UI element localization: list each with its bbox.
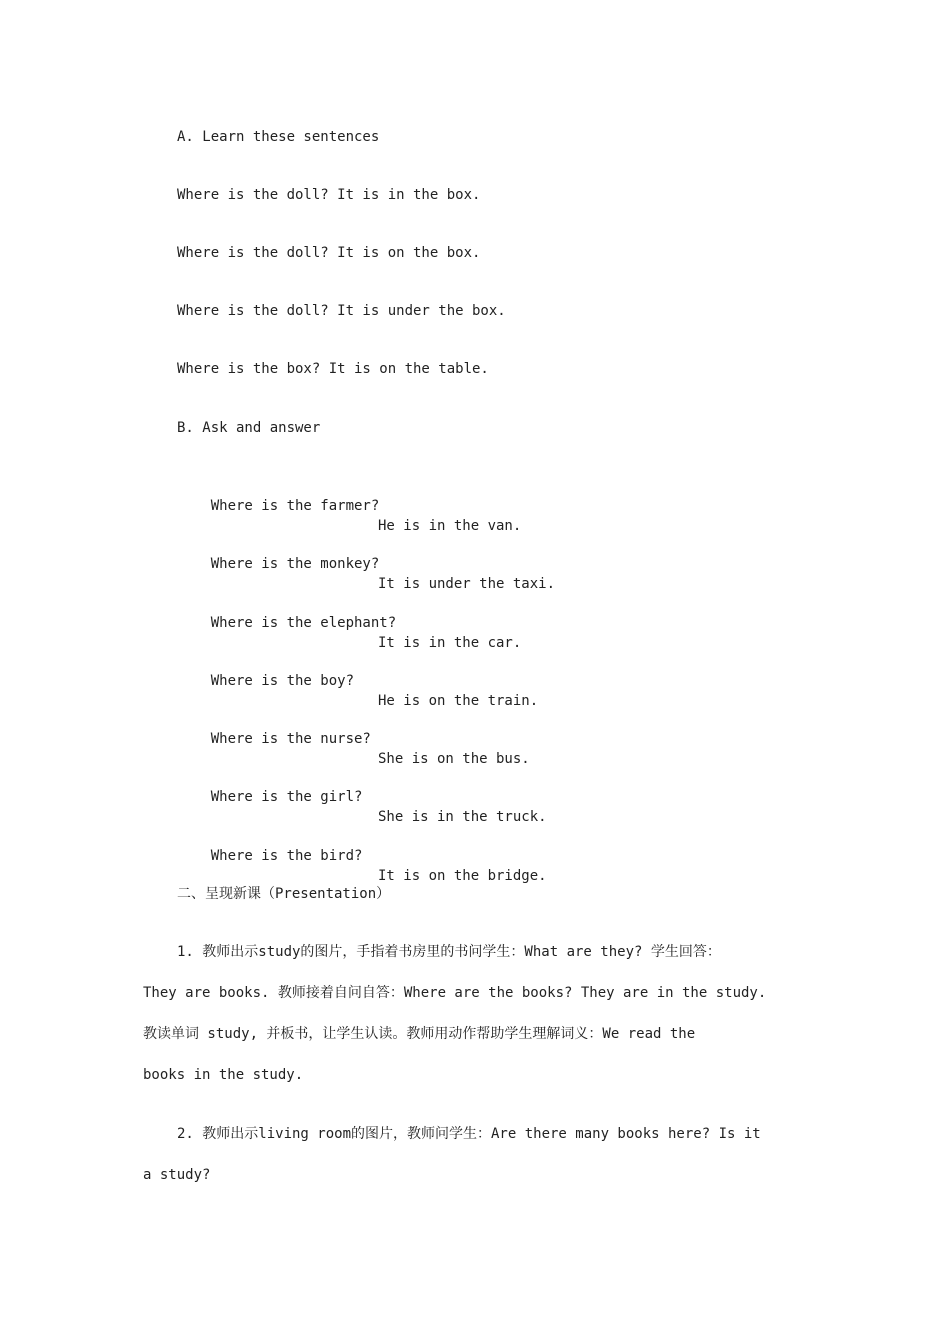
question: Where is the girl?: [210, 789, 363, 805]
paragraph-line: books in the study.: [143, 1067, 304, 1083]
answer: She is on the bus.: [378, 751, 530, 767]
sentence-line: Where is the doll? It is on the box.: [177, 245, 481, 261]
answer: It is under the taxi.: [378, 576, 556, 592]
question: Where is the bird?: [210, 848, 363, 864]
question: Where is the nurse?: [210, 731, 371, 747]
paragraph-line: They are books. 教师接着自问自答：Where are the books? They are in the study.: [143, 985, 767, 1001]
question: Where is the farmer?: [210, 498, 380, 514]
paragraph-line: 2. 教师出示living room的图片，教师问学生：Are there many books here? Is it: [177, 1126, 761, 1142]
answer: He is on the train.: [378, 693, 539, 709]
answer: It is on the bridge.: [378, 868, 547, 884]
question: Where is the elephant?: [210, 615, 397, 631]
question: Where is the monkey?: [210, 556, 380, 572]
answer: He is in the van.: [378, 518, 522, 534]
section-a-heading: A. Learn these sentences: [177, 129, 380, 145]
section-b-heading: B. Ask and answer: [177, 420, 321, 436]
paragraph-line: 1. 教师出示study的图片，手指着书房里的书问学生：What are they? 学生回答：: [177, 944, 721, 960]
sentence-line: Where is the doll? It is in the box.: [177, 187, 481, 203]
presentation-heading: 二、呈现新课（Presentation）: [177, 886, 391, 902]
step-2-paragraph: [143, 1114, 813, 1196]
question: Where is the boy?: [210, 673, 355, 689]
step-1-paragraph: [143, 932, 813, 1096]
paragraph-line: a study?: [143, 1167, 211, 1183]
answer: It is in the car.: [378, 635, 522, 651]
answer: She is in the truck.: [378, 809, 547, 825]
sentence-line: Where is the box? It is on the table.: [177, 361, 489, 377]
paragraph-line: 教读单词 study, 并板书，让学生认读。教师用动作帮助学生理解词义：We read the: [143, 1026, 696, 1042]
sentence-line: Where is the doll? It is under the box.: [177, 303, 506, 319]
